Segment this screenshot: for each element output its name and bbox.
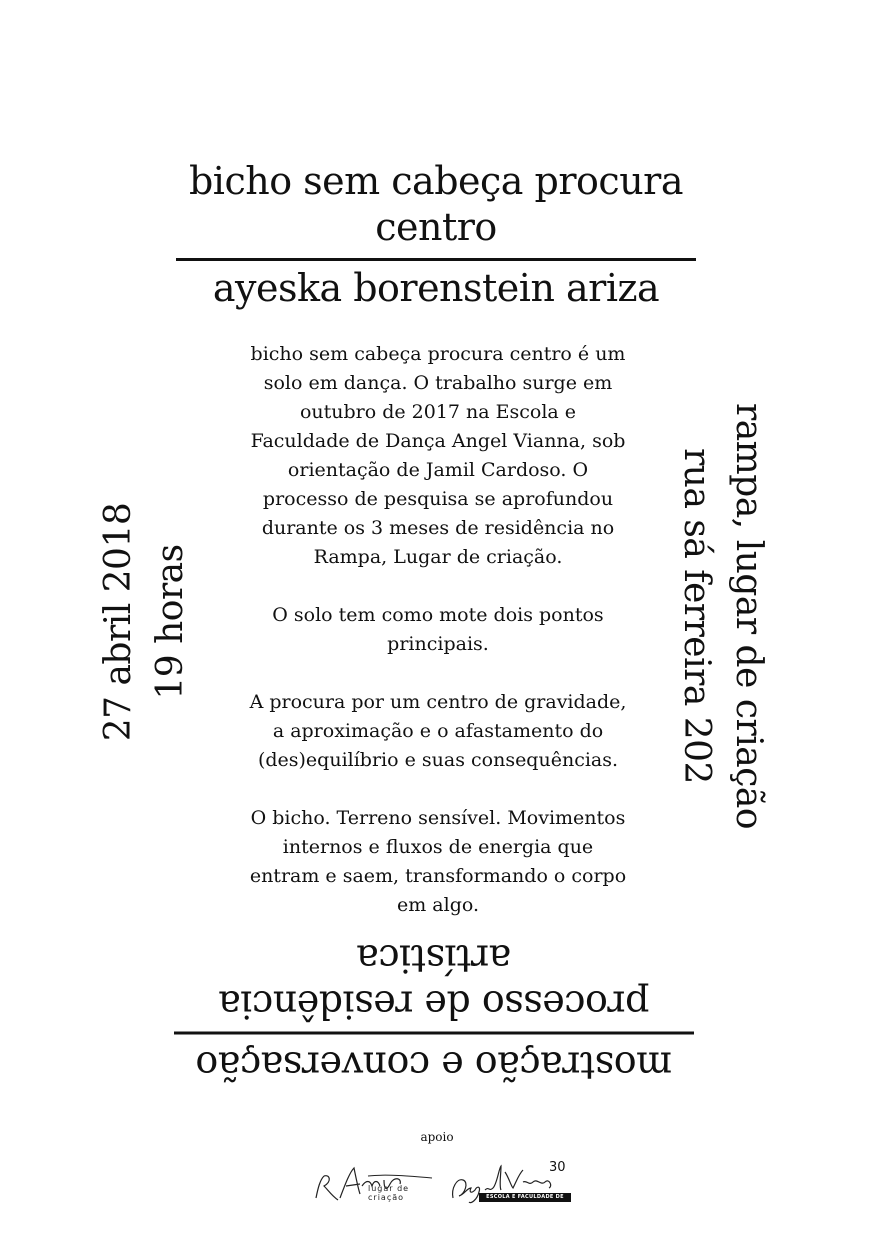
venue-name: rampa, lugar de criação [728,402,769,829]
description-paragraph-3: A procura por um centro de gravidade, a aproximação e o afastamento do (des)equilíbrio e suas consequências. [249,691,627,771]
rampa-logo [310,1158,435,1208]
description [248,340,628,920]
upside-line-1: mostração e conversação [174,1032,694,1089]
angel-vianna-tagline: ESCOLA E FACULDADE DE DANÇA [479,1193,571,1202]
header [176,158,696,311]
event-time: 19 horas [150,544,191,700]
description-paragraph-1: bicho sem cabeça procura centro é um solo em dança. O trabalho surge em outubro de 2017 na Escola e Faculdade de Dança Angel Vianna, sob orientação de Jamil Cardoso. O processo de pesquisa se aprofundou durante os 3 meses de residência no Rampa, Lugar de criação. [250,343,626,568]
description-paragraph-2: O solo tem como mote dois pontos principais. [272,604,604,655]
venue-block [670,376,774,856]
upside-down-footer [174,936,694,1089]
upside-line-2: processo de residência artística [218,936,650,1027]
anniversary-number: 30 [549,1160,566,1175]
venue-address: rua sá ferreira 202 [676,448,717,784]
artist-name: ayeska borenstein ariza [212,266,660,310]
angel-vianna-logo [445,1158,575,1208]
rampa-tagline: lugar de criação [368,1184,410,1202]
event-date: 27 abril 2018 [98,502,139,742]
event-title: bicho sem cabeça procura centro [176,158,696,261]
date-time-block [93,402,197,842]
support-label: apoio [420,1130,454,1144]
description-paragraph-4: O bicho. Terreno sensível. Movimentos internos e fluxos de energia que entram e saem, transformando o corpo em algo. [249,807,627,916]
